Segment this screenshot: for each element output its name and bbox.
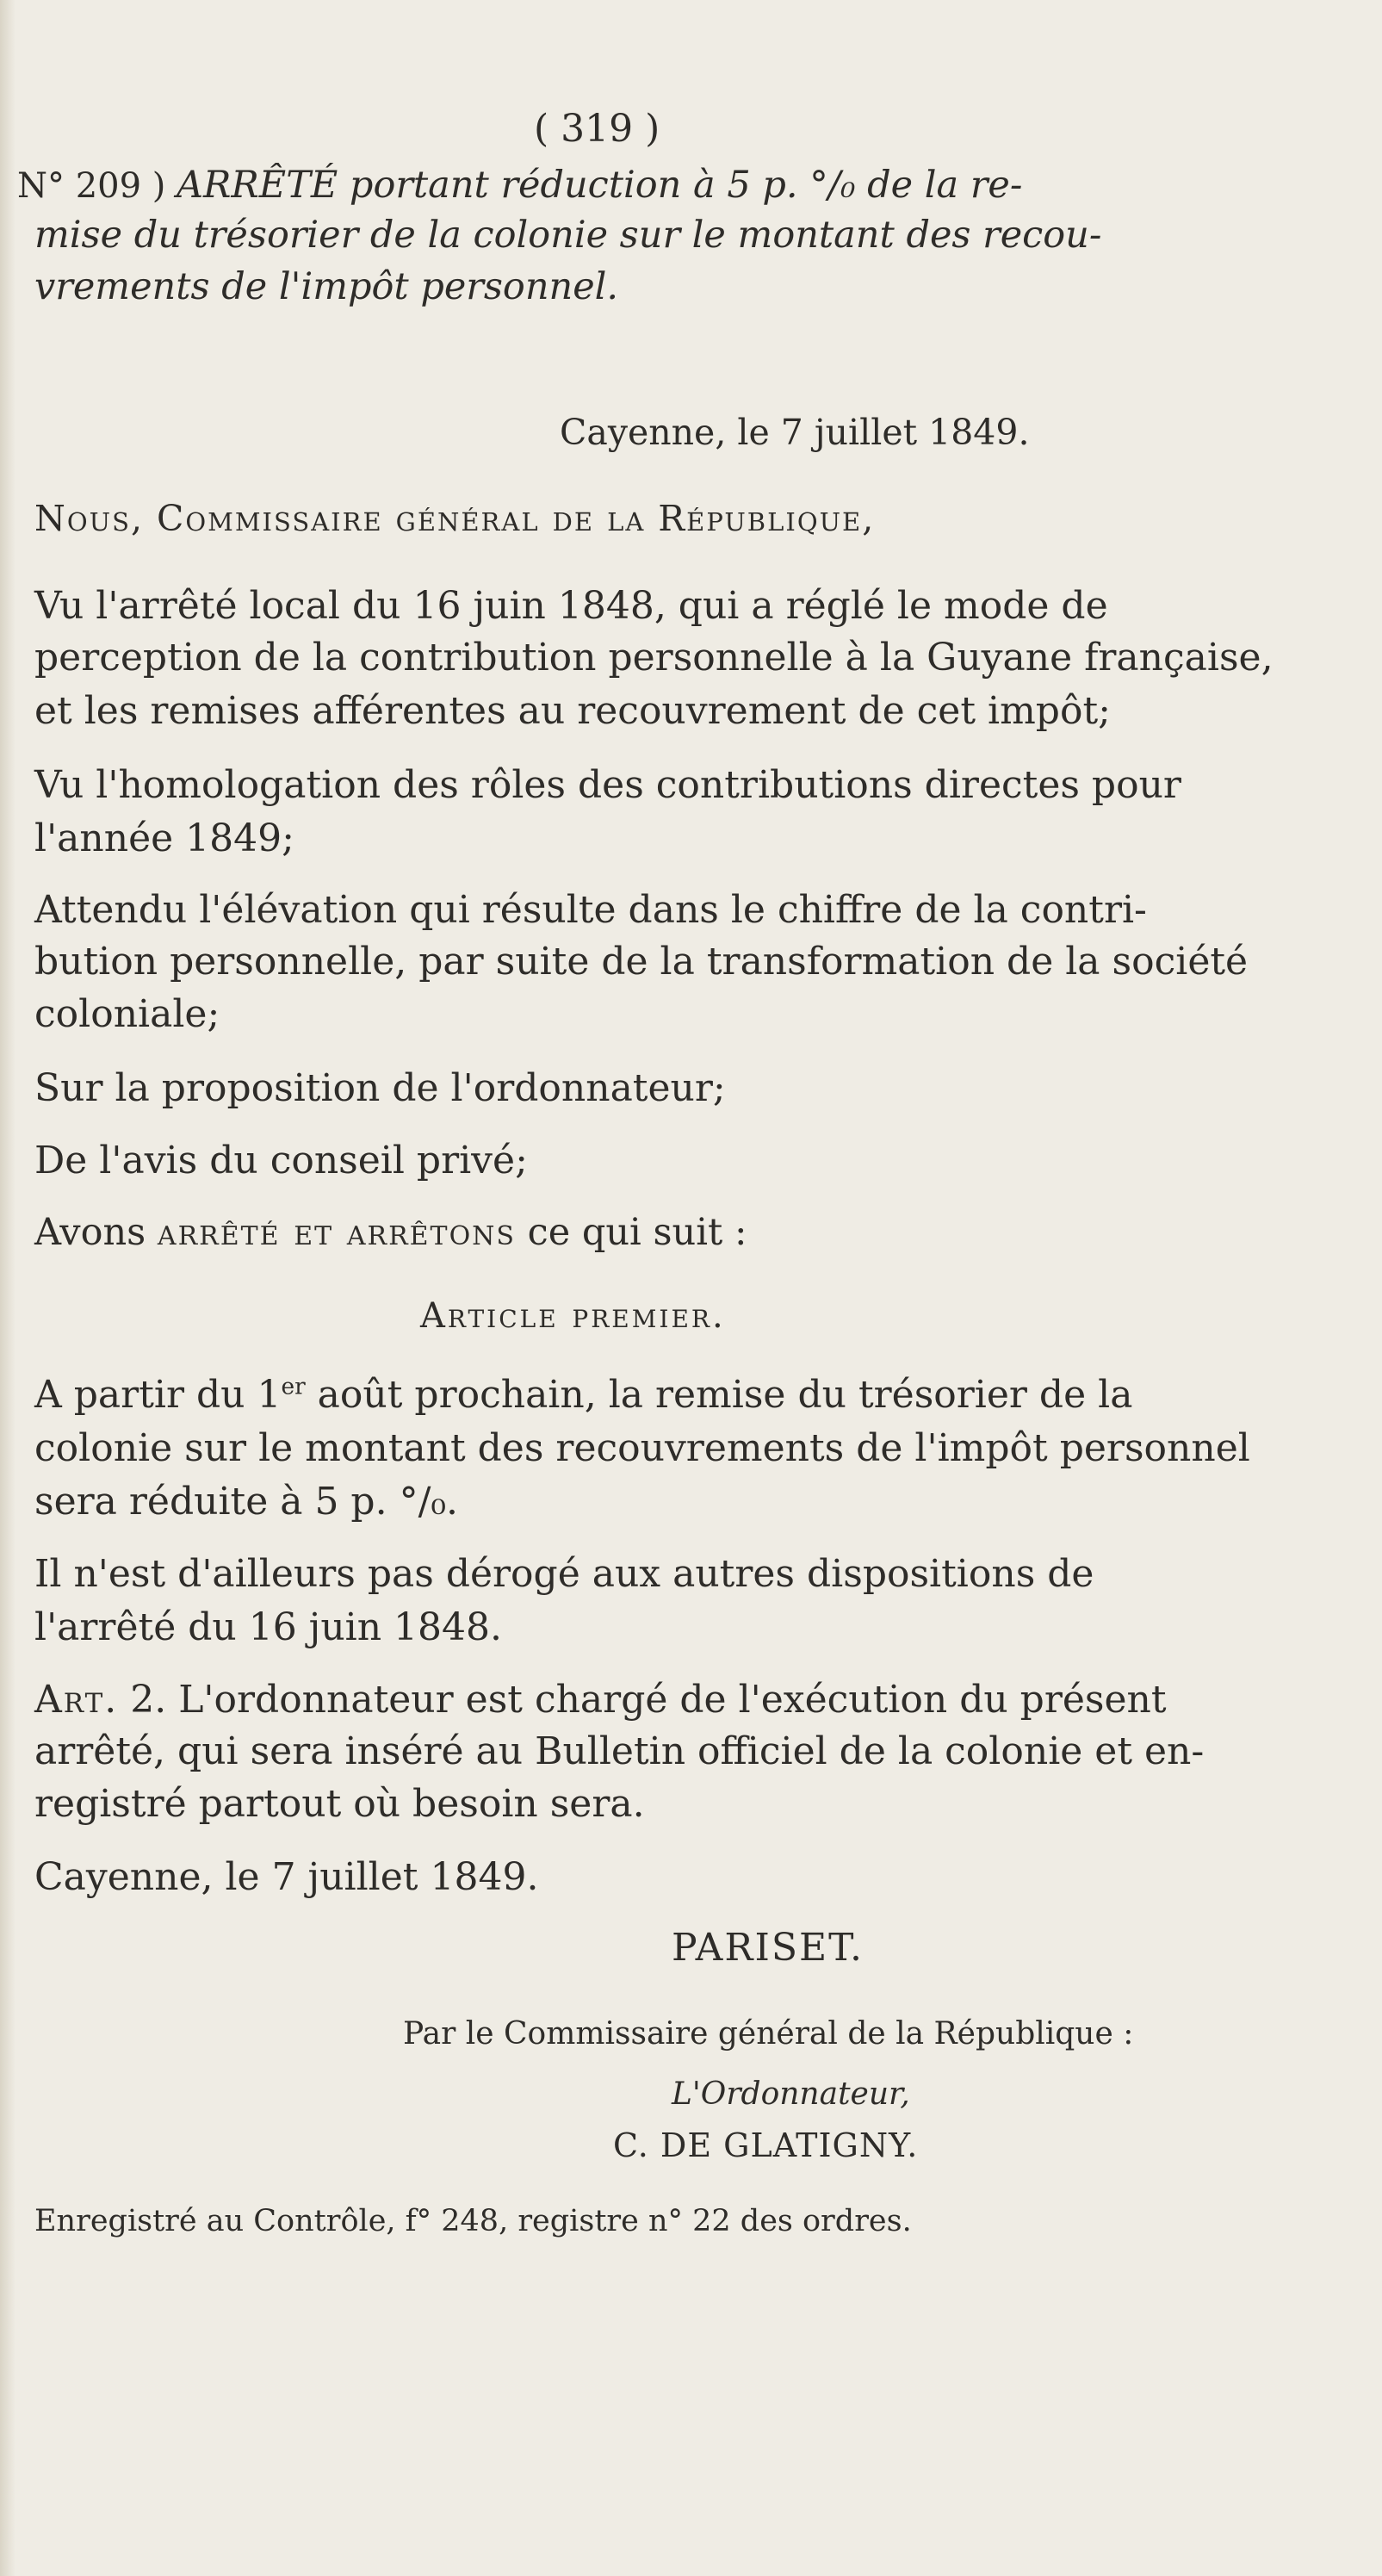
article-2-label: Art. xyxy=(34,1678,119,1722)
consideration-4-line-1: Sur la proposition de l'ordonnateur; xyxy=(34,1066,726,1110)
consideration-2-line-1: Vu l'homologation des rôles des contributions directes pour xyxy=(34,763,1181,807)
countersign-title: L'Ordonnateur, xyxy=(672,2076,910,2112)
article-2-line-2: arrêté, qui sera inséré au Bulletin officiel de la colonie et en- xyxy=(34,1729,1205,1773)
decree-intro-lead: Avons xyxy=(34,1211,158,1254)
consideration-2-line-2: l'année 1849; xyxy=(34,816,294,860)
consideration-5-line-1: De l'avis du conseil privé; xyxy=(34,1139,528,1182)
article-1-heading: Article premier. xyxy=(420,1296,726,1336)
countersign-name: C. DE GLATIGNY. xyxy=(613,2126,919,2164)
article-1-p2-line-1: Il n'est d'ailleurs pas dérogé aux autres dispositions de xyxy=(34,1552,1094,1596)
decree-intro xyxy=(34,1211,747,1254)
page-number: ( 319 ) xyxy=(534,107,660,151)
consideration-3-line-2: bution personnelle, par suite de la transformation de la société xyxy=(34,940,1249,984)
closing-date: Cayenne, le 7 juillet 1849. xyxy=(34,1855,539,1899)
consideration-3-line-1: Attendu l'élévation qui résulte dans le chiffre de la contri- xyxy=(34,888,1147,932)
decree-intro-words: arrêté et arrêtons xyxy=(157,1211,516,1254)
authority-line: Nous, Commissaire général de la République, xyxy=(34,498,876,539)
consideration-1-line-3: et les remises afférentes au recouvrement de cet impôt; xyxy=(34,689,1111,733)
consideration-1-line-1: Vu l'arrêté local du 16 juin 1848, qui a réglé le mode de xyxy=(34,584,1108,628)
page-gutter-shadow xyxy=(0,0,15,2576)
dateline: Cayenne, le 7 juillet 1849. xyxy=(560,412,1030,453)
article-2-line-1: Art. 2. L'ordonnateur est chargé de l'exécution du présent xyxy=(34,1678,1167,1722)
countersign-intro: Par le Commissaire général de la République : xyxy=(403,2016,1134,2051)
registration-note: Enregistré au Contrôle, f° 248, registre n° 22 des ordres. xyxy=(34,2204,912,2238)
article-1-p2-line-2: l'arrêté du 16 juin 1848. xyxy=(34,1605,503,1649)
superscript-er: er xyxy=(281,1373,306,1400)
consideration-1-line-2: perception de la contribution personnelle à la Guyane française, xyxy=(34,636,1274,680)
decree-title-line-3: vrements de l'impôt personnel. xyxy=(34,265,619,308)
signature: PARISET. xyxy=(672,1926,864,1970)
consideration-3-line-3: coloniale; xyxy=(34,992,220,1036)
decree-number: N° 209 ) xyxy=(17,166,166,206)
decree-intro-tail: ce qui suit : xyxy=(515,1211,747,1254)
article-1-p1-line-1: A partir du 1er août prochain, la remise du trésorier de la xyxy=(34,1373,1133,1417)
article-1-p1-line-2: colonie sur le montant des recouvrements de l'impôt personnel xyxy=(34,1426,1250,1470)
article-2-line-3: registré partout où besoin sera. xyxy=(34,1782,645,1826)
article-1-p1-line-3: sera réduite à 5 p. °/₀. xyxy=(34,1480,459,1524)
decree-title-line-2: mise du trésorier de la colonie sur le montant des recou- xyxy=(34,214,1102,257)
decree-title-line-1: ARRÊTÉ portant réduction à 5 p. °/₀ de la re- xyxy=(177,164,1023,207)
